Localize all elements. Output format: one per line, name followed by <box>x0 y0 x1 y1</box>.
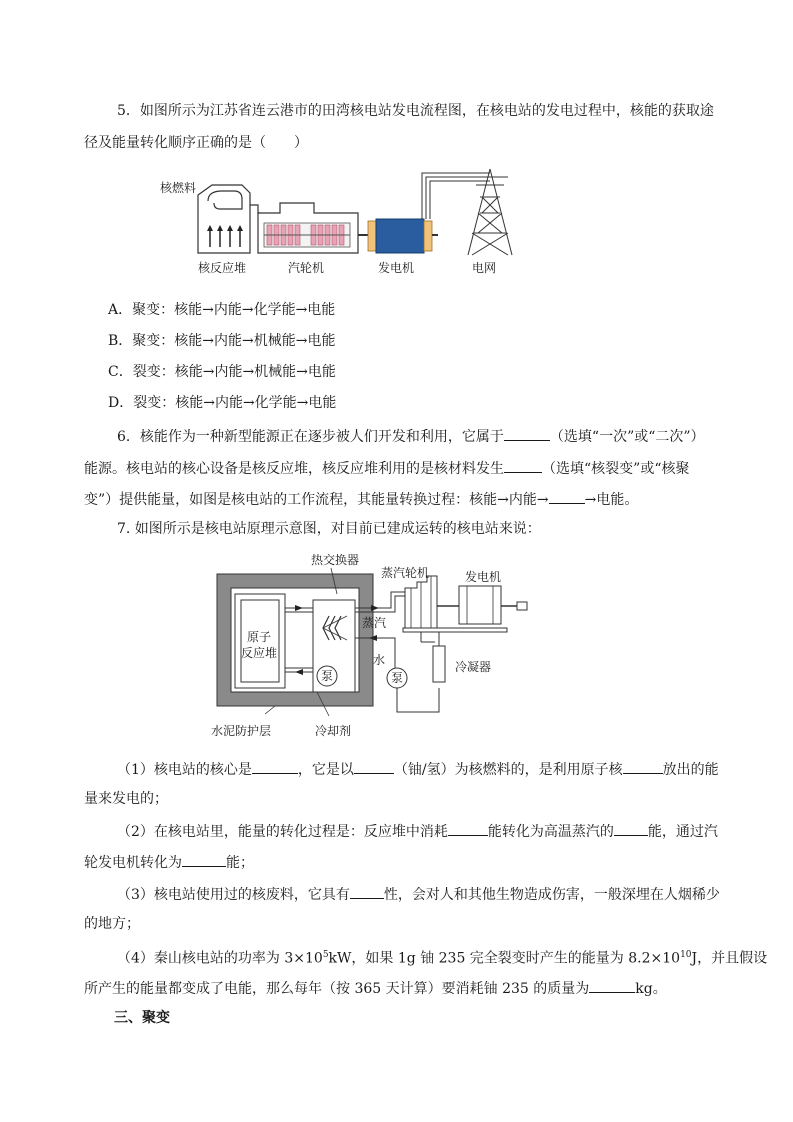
q7-p3-text-a: （3）核电站使用过的核废料，它具有 <box>117 887 350 903</box>
q7-part2-line1 <box>117 820 718 842</box>
q7-heat-exchanger-label: 热交换器 <box>311 553 360 567</box>
q7-part1-line2: 量来发电的； <box>84 791 168 807</box>
q5-grid-label: 电网 <box>472 261 497 275</box>
q7-water-label: 水 <box>373 653 386 667</box>
q7-coolant-label: 冷却剂 <box>315 724 352 738</box>
q6-line1 <box>117 425 705 447</box>
q7-pump2-label: 泵 <box>391 671 404 685</box>
q7-p4-text-a: （4）秦山核电站的功率为 3×10 <box>117 950 323 967</box>
q7-steam-label: 蒸汽 <box>362 616 387 630</box>
q6-text-2b: （选填“核裂变”或“核聚 <box>542 461 690 477</box>
q6-text-1a: 6．核能作为一种新型能源正在逐步被人们开发和利用，它属于 <box>117 429 504 445</box>
q7-p2-text-c: 能，通过汽 <box>647 824 718 840</box>
q7-p3-blank-1[interactable] <box>350 883 384 899</box>
q6-blank-3[interactable] <box>549 488 585 504</box>
q5-stem-line1: 5．如图所示为江苏省连云港市的田湾核电站发电流程图，在核电站的发电过程中，核能的获取途 <box>117 103 714 119</box>
q6-text-1b: （选填“一次”或“二次”） <box>549 429 705 445</box>
q7-reactor-label-line2: 反应堆 <box>241 646 278 660</box>
q6-line3 <box>84 488 638 510</box>
q5-generator-label: 发电机 <box>378 261 415 275</box>
q7-p4-exponent-1: 5 <box>322 950 329 960</box>
q7-p2-blank-3[interactable] <box>182 851 226 867</box>
q5-power-flow-diagram <box>150 165 530 283</box>
q5-turbine-label: 汽轮机 <box>288 261 325 275</box>
q7-p3-text-b: 性，会对人和其他生物造成伤害，一般深埋在人烟稀少 <box>383 887 720 903</box>
q7-pump1-label: 泵 <box>321 669 334 683</box>
q7-title: 7. 如图所示是核电站原理示意图，对目前已建成运转的核电站来说： <box>117 521 541 537</box>
q7-nuclear-plant-diagram <box>205 548 535 744</box>
q7-p1-text-a: （1）核电站的核心是 <box>117 762 252 778</box>
q7-p1-text-d: 放出的能 <box>662 762 719 778</box>
q5-option-c: C．裂变：核能→内能→机械能→电能 <box>108 364 336 380</box>
q7-part1-line1 <box>117 758 719 780</box>
q7-p1-text-c: （铀/氢）为核燃料的，是利用原子核 <box>393 762 623 778</box>
q6-line2 <box>84 457 689 479</box>
q6-text-3b: →电能。 <box>584 492 639 508</box>
q6-text-2a: 能源。核电站的核心设备是核反应堆，核反应堆利用的是核材料发生 <box>84 461 504 477</box>
q5-fuel-label: 核燃料 <box>160 181 197 195</box>
q7-p4-text-b: kW，如果 1g 铀 235 完全裂变时产生的能量为 8.2×10 <box>328 950 681 967</box>
q7-concrete-label: 水泥防护层 <box>211 724 272 738</box>
q7-p1-blank-1[interactable] <box>252 758 298 774</box>
q7-steam-turbine-label: 蒸汽轮机 <box>381 566 430 580</box>
q7-part3-line2: 的地方； <box>84 916 140 932</box>
q7-condenser-label: 冷凝器 <box>455 660 492 674</box>
q7-p2-blank-1[interactable] <box>448 820 488 836</box>
q5-option-d: D．裂变：核能→内能→化学能→电能 <box>108 395 337 411</box>
q7-part4-line1 <box>117 945 767 969</box>
q5-reactor-label: 核反应堆 <box>198 261 247 275</box>
q7-p1-text-b: ，它是以 <box>297 762 354 778</box>
q6-blank-1[interactable] <box>504 425 550 441</box>
q7-p2-text-e: 能； <box>226 855 254 871</box>
q6-text-3a: 变”）提供能量，如图是核电站的工作流程，其能量转换过程：核能→内能→ <box>84 492 549 508</box>
q7-p2-text-d: 轮发电机转化为 <box>84 855 182 871</box>
q5-option-b: B．聚变：核能→内能→机械能→电能 <box>108 333 336 349</box>
q7-p4-text-c: J，并且假设 <box>691 950 768 967</box>
q7-generator-label: 发电机 <box>465 570 502 584</box>
q7-p4-exponent-2: 10 <box>680 950 692 960</box>
q7-part3-line1 <box>117 883 720 905</box>
q7-part2-line2 <box>84 851 254 873</box>
q6-blank-2[interactable] <box>504 457 542 473</box>
section-heading-fusion: 三、聚变 <box>114 1010 170 1026</box>
q7-p1-blank-2[interactable] <box>354 758 394 774</box>
q7-p2-blank-2[interactable] <box>614 820 648 836</box>
q7-p4-blank-1[interactable] <box>589 977 635 993</box>
q7-reactor-label-line1: 原子 <box>247 630 272 644</box>
q5-option-a: A．聚变：核能→内能→化学能→电能 <box>108 302 336 318</box>
q7-p4-text-d: 所产生的能量都变成了电能，那么每年（按 365 天计算）要消耗铀 235 的质量为 <box>84 981 590 997</box>
q7-p4-text-e: kg。 <box>635 981 667 997</box>
q7-p2-text-b: 能转化为高温蒸汽的 <box>487 824 614 840</box>
q7-p1-blank-3[interactable] <box>623 758 663 774</box>
q7-p2-text-a: （2）在核电站里，能量的转化过程是：反应堆中消耗 <box>117 824 448 840</box>
q5-stem-line2: 径及能量转化顺序正确的是（ ） <box>84 135 308 151</box>
q7-part4-line2 <box>84 977 667 999</box>
